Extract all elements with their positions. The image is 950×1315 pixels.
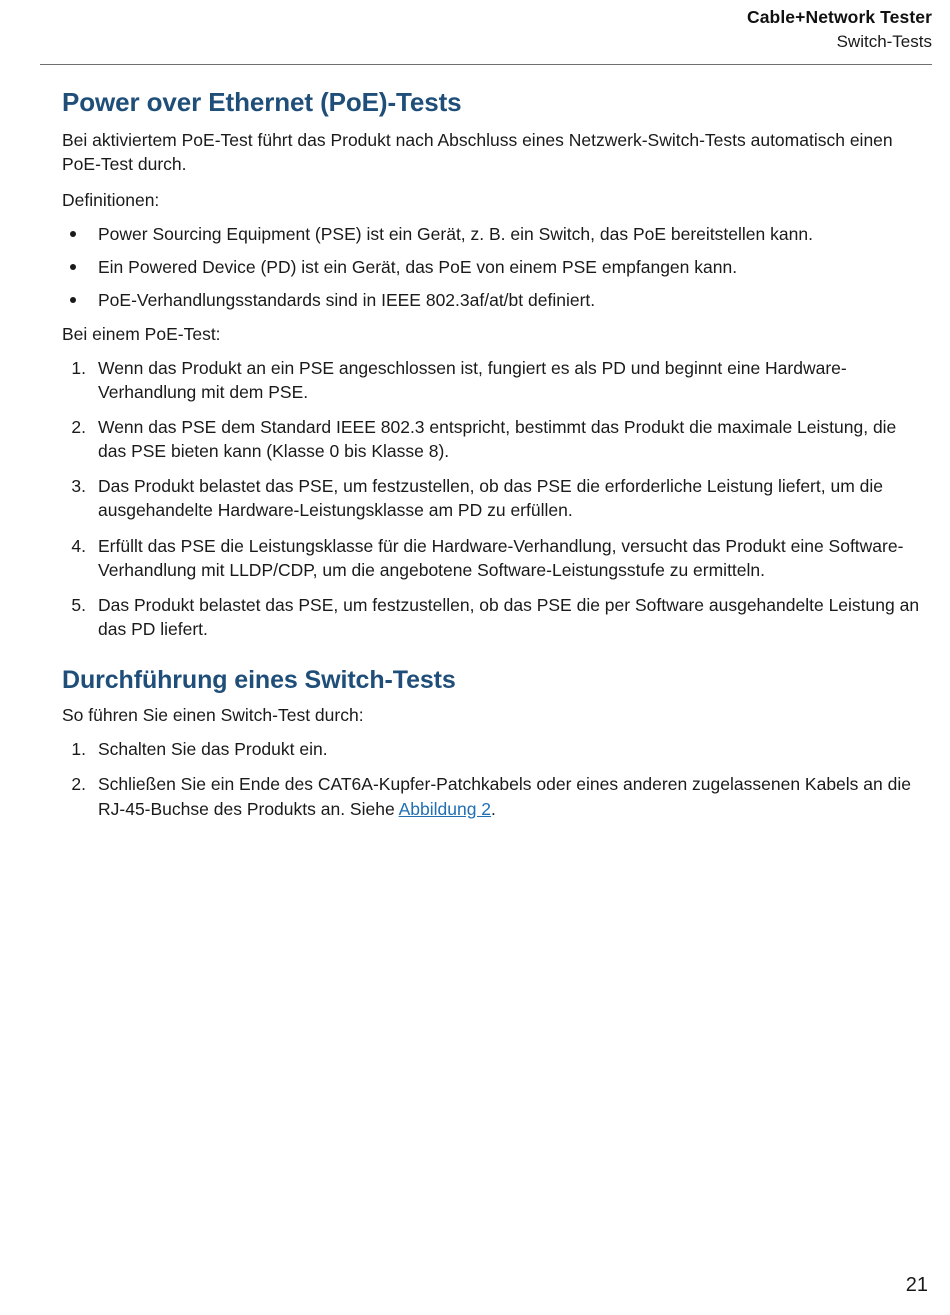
list-item: PoE-Verhandlungsstandards sind in IEEE 802.3af/at/bt definiert. bbox=[62, 288, 922, 312]
definitions-label: Definitionen: bbox=[62, 190, 160, 211]
list-item-text: Wenn das PSE dem Standard IEEE 802.3 entspricht, bestimmt das Produkt die maximale Leistung, die das PSE bieten kann (Klasse 0 bis Klasse 8). bbox=[98, 417, 897, 462]
poe-steps-label: Bei einem PoE-Test: bbox=[62, 323, 221, 344]
document-page bbox=[0, 6, 950, 1315]
list-item-text: Schalten Sie das Produkt ein. bbox=[98, 739, 328, 760]
section-heading-switch-test: Durchführung eines Switch-Tests bbox=[62, 666, 456, 695]
list-item-text: Wenn das Produkt an ein PSE angeschlossen ist, fungiert es als PD und beginnt eine Hardware-Verhandlung mit dem PSE. bbox=[98, 357, 847, 402]
list-item bbox=[62, 356, 922, 404]
definitions-list bbox=[62, 222, 922, 312]
page-number: 21 bbox=[905, 1274, 928, 1296]
list-item: Power Sourcing Equipment (PSE) ist ein Gerät, z. B. ein Switch, das PoE bereitstellen kann. bbox=[62, 222, 922, 246]
list-item-number: 2. bbox=[71, 774, 86, 795]
list-item-number: 4. bbox=[71, 535, 86, 556]
switch-test-intro: So führen Sie einen Switch-Test durch: bbox=[62, 705, 364, 726]
list-item-text bbox=[98, 774, 911, 818]
list-item-number: 1. bbox=[71, 357, 86, 378]
list-item-text-before: Schließen Sie ein Ende des CAT6A-Kupfer-Patchkabels oder eines anderen zugelassenen Kabels an die RJ-45-Buchse des Produkts an. Siehe bbox=[98, 774, 911, 819]
list-item bbox=[62, 474, 922, 522]
poe-intro-paragraph: Bei aktiviertem PoE-Test führt das Produkt nach Abschluss eines Netzwerk-Switch-Tests automatisch einen PoE-Test durch. bbox=[62, 129, 893, 174]
list-item bbox=[62, 772, 922, 820]
list-item: Ein Powered Device (PD) ist ein Gerät, das PoE von einem PSE empfangen kann. bbox=[62, 255, 922, 279]
list-item bbox=[62, 415, 922, 463]
list-item-number: 1. bbox=[71, 739, 86, 760]
list-item-text-after: . bbox=[491, 798, 496, 819]
list-item-number: 2. bbox=[71, 417, 86, 437]
list-item bbox=[62, 593, 922, 641]
list-item-text: Das Produkt belastet das PSE, um festzustellen, ob das PSE die per Software ausgehandelte Leistung an das PD liefert. bbox=[98, 594, 920, 639]
page-header bbox=[0, 6, 950, 54]
list-item-text: Das Produkt belastet das PSE, um festzustellen, ob das PSE die erforderliche Leistung liefert, um die ausgehandelte Hardware-Leistungsklasse am PD zu erfüllen. bbox=[98, 476, 883, 521]
header-subtitle: Switch-Tests bbox=[836, 31, 932, 51]
list-item-number: 5. bbox=[71, 594, 86, 615]
page-content bbox=[0, 65, 950, 821]
list-item-number: 3. bbox=[71, 476, 86, 497]
poe-steps-list bbox=[62, 356, 922, 641]
list-item-text: Erfüllt das PSE die Leistungsklasse für die Hardware-Verhandlung, versucht das Produkt eine Software-Verhandlung mit LLDP/CDP, um die angebotene Software-Leistungsstufe zu ermitteln. bbox=[98, 535, 904, 580]
figure-2-link[interactable]: Abbildung 2 bbox=[398, 798, 492, 819]
section-heading-poe: Power over Ethernet (PoE)-Tests bbox=[62, 86, 462, 117]
switch-test-steps-list bbox=[62, 737, 922, 820]
list-item bbox=[62, 534, 922, 582]
header-title: Cable+Network Tester bbox=[746, 7, 932, 27]
list-item bbox=[62, 737, 922, 761]
